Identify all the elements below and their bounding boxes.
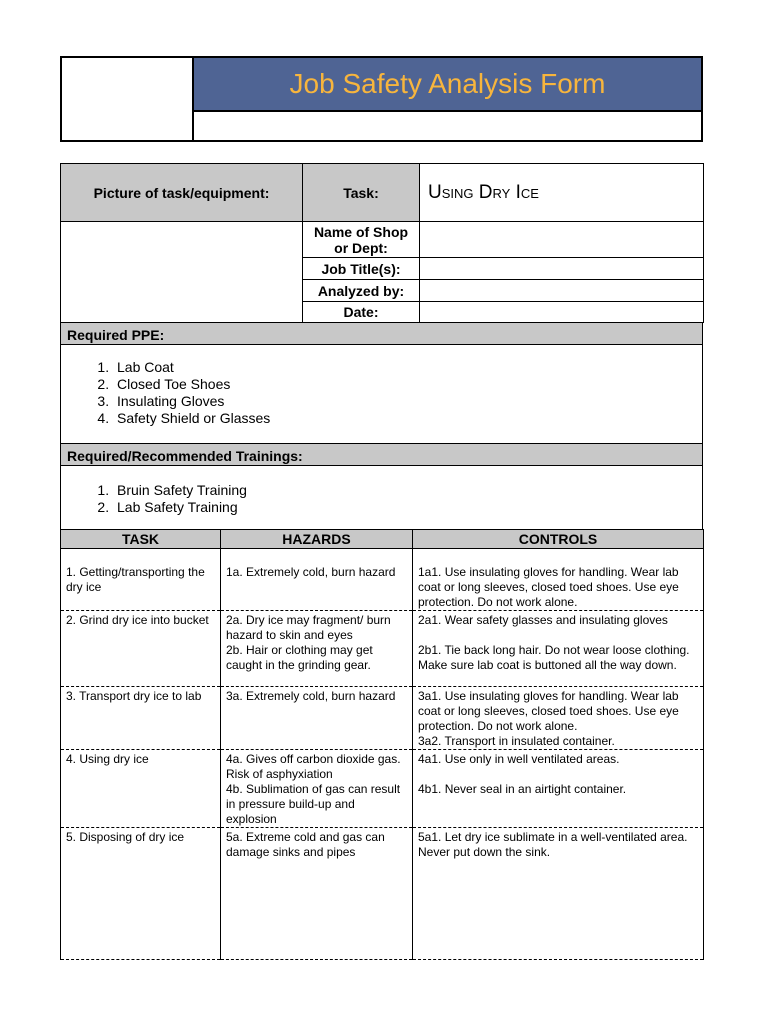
task-value-text: Using Dry Ice (428, 181, 539, 203)
hazard-text: 3a. Extremely cold, burn hazard (226, 689, 396, 703)
controls-cell (413, 750, 704, 828)
task-value (420, 164, 704, 222)
task-cell: 2. Grind dry ice into bucket (61, 611, 221, 687)
table-row (61, 549, 704, 611)
hazard-analysis-table (60, 529, 704, 960)
hazard-text: 1a. Extremely cold, burn hazard (226, 565, 396, 579)
ppe-item: 4. Safety Shield or Glasses (113, 410, 702, 427)
controls-cell (413, 828, 704, 960)
ppe-item: 2. Closed Toe Shoes (113, 376, 702, 393)
shop-value (420, 222, 704, 258)
hazard-text: 2b. Hair or clothing may get caught in the grinding gear. (226, 643, 373, 672)
column-header-task: TASK (61, 530, 221, 549)
control-text: 4a1. Use only in well ventilated areas. (418, 752, 620, 766)
ppe-list (61, 359, 702, 427)
hazards-cell (221, 549, 413, 611)
form-header (60, 56, 703, 142)
control-text: 2a1. Wear safety glasses and insulating gloves (418, 613, 668, 627)
hazard-text: 5a. Extreme cold and gas can damage sinks and pipes (226, 830, 385, 859)
controls-cell (413, 687, 704, 750)
job-title-label: Job Title(s): (303, 258, 420, 280)
hazard-text: 2a. Dry ice may fragment/ burn hazard to skin and eyes (226, 613, 391, 642)
control-text: 1a1. Use insulating gloves for handling. Wear lab coat or long sleeves, closed toed shoes. Use eye protection. Do not work alone. (418, 565, 679, 609)
task-cell: 1. Getting/transporting the dry ice (61, 549, 221, 611)
subtitle-bar (194, 110, 701, 142)
control-text: 3a1. Use insulating gloves for handling. Wear lab coat or long sleeves, closed toed shoes. Use eye protection. Do not work alone. (418, 689, 679, 733)
task-info-table (60, 163, 704, 323)
hazard-text: 4a. Gives off carbon dioxide gas. Risk of asphyxiation (226, 752, 401, 781)
ppe-item: 1. Lab Coat (113, 359, 702, 376)
analyzed-label: Analyzed by: (303, 280, 420, 302)
ppe-heading: Required PPE: (61, 323, 702, 345)
hazard-text: 4b. Sublimation of gas can result in pressure build-up and explosion (226, 782, 401, 826)
table-row (61, 828, 704, 960)
control-text: 4b1. Never seal in an airtight container. (418, 782, 627, 796)
trainings-heading: Required/Recommended Trainings: (61, 444, 702, 466)
column-header-controls: CONTROLS (413, 530, 704, 549)
picture-area (61, 222, 303, 323)
task-cell: 5. Disposing of dry ice (61, 828, 221, 960)
task-cell: 3. Transport dry ice to lab (61, 687, 221, 750)
control-text: 3a2. Transport in insulated container. (418, 734, 615, 748)
table-row (61, 611, 704, 687)
shop-label: Name of Shop or Dept: (303, 222, 420, 258)
controls-cell (413, 549, 704, 611)
task-label: Task: (303, 164, 420, 222)
trainings-list (61, 482, 702, 516)
analyzed-value (420, 280, 704, 302)
form-title: Job Safety Analysis Form (289, 68, 606, 99)
control-text: 2b1. Tie back long hair. Do not wear loose clothing. Make sure lab coat is buttoned all the way down. (418, 643, 690, 672)
trainings-section (60, 443, 703, 530)
training-item: 1. Bruin Safety Training (113, 482, 702, 499)
controls-cell (413, 611, 704, 687)
date-label: Date: (303, 302, 420, 323)
picture-label: Picture of task/equipment: (61, 164, 303, 222)
logo-placeholder (62, 58, 194, 140)
ppe-item: 3. Insulating Gloves (113, 393, 702, 410)
title-bar (194, 58, 701, 110)
control-text: 5a1. Let dry ice sublimate in a well-ventilated area. Never put down the sink. (418, 830, 688, 859)
table-row (61, 687, 704, 750)
hazards-cell (221, 687, 413, 750)
column-header-hazards: HAZARDS (221, 530, 413, 549)
ppe-section (60, 322, 703, 444)
hazards-cell (221, 750, 413, 828)
job-title-value (420, 258, 704, 280)
hazards-cell (221, 828, 413, 960)
training-item: 2. Lab Safety Training (113, 499, 702, 516)
table-row (61, 750, 704, 828)
task-cell: 4. Using dry ice (61, 750, 221, 828)
date-value (420, 302, 704, 323)
hazards-cell (221, 611, 413, 687)
